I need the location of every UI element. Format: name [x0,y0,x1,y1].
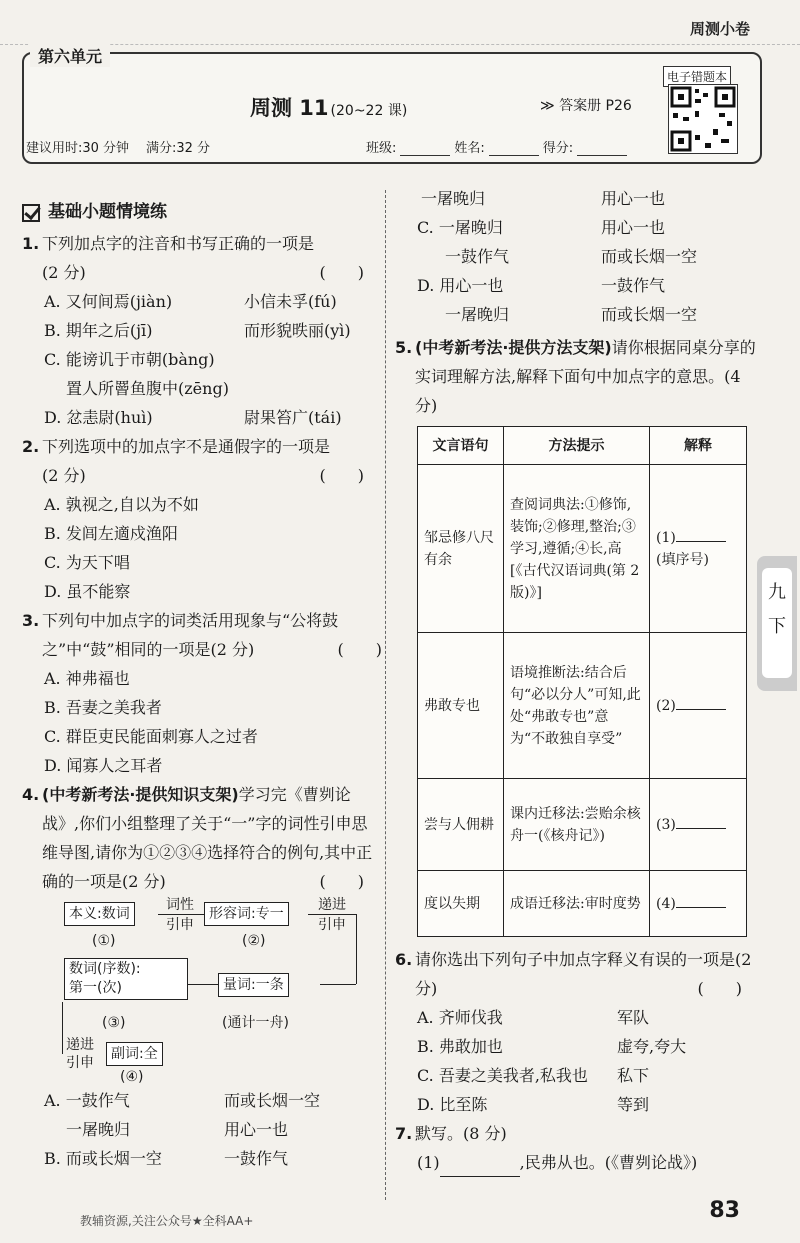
q4-c2: 用心一也 [601,218,666,237]
page-number: 83 [709,1198,740,1223]
mind-arrow-label-1b: 引申 [166,917,194,933]
q1-d1: D. 忿恚尉(huì) [44,408,153,427]
mind-blank-4: (④) [120,1069,144,1085]
row4-method: 成语迁移法:审时度势 [504,871,650,937]
qr-label: 电子错题本 [663,66,731,87]
table-row [418,465,747,633]
answer-ref: ≫ 答案册 P26 [540,98,632,114]
mind-arrow-2 [308,914,356,915]
q4-c4: 而或长烟一空 [601,247,698,266]
q2-answer-blank[interactable]: ( ) [319,466,364,485]
footer-watermark: 教辅资源,关注公众号★全科AA+ [80,1214,254,1228]
mind-box-measure: 量词:一条 [218,973,289,997]
q4-option-b[interactable] [22,1144,382,1173]
q1-option-c[interactable] [22,345,382,374]
row2-method: 语境推断法:结合后句“必以分人”可知,此处“弗敢专也”意为“不敢独自享受” [504,633,650,779]
q2-option-a[interactable]: A. 孰视之,自以为不如 [44,495,199,514]
q1-c1: C. 能谤讥于市朝(bàng) [44,350,215,369]
name-label: 姓名: [454,141,485,156]
mind-arrow-1 [158,914,204,915]
mind-box-adjective: 形容词:专一 [204,902,289,926]
question-4 [22,780,382,896]
row2-sentence: 弗敢专也 [418,633,504,779]
column-divider [385,190,386,1200]
mind-ordinal-line2: 第一(次) [69,980,122,996]
mind-line-4 [62,1002,63,1054]
mind-blank-1: (①) [92,933,116,949]
q6-a2: 军队 [617,1008,650,1027]
q6-answer-blank[interactable]: ( ) [697,979,742,998]
q7-l1-text: ,民弗从也。(《曹刿论战》) [519,1153,698,1172]
q1-stem: 下列加点字的注音和书写正确的一项是 [42,234,315,253]
q6-a1: A. 齐师伐我 [417,1008,503,1027]
mind-note: (通计一舟) [222,1015,289,1031]
q6-number: 6. [395,950,413,969]
q7-line-1 [395,1148,760,1177]
row1-label: (1) [656,529,676,546]
question-3 [22,606,382,664]
q1-option-d[interactable] [22,403,382,432]
q1-c2: 置人所罾鱼腹中(zēng) [66,379,229,398]
mind-box-adverb: 副词:全 [106,1042,163,1066]
header-sentence: 文言语句 [418,427,504,465]
row1-method: 查阅词典法:①修饰,装饰;②修理,整治;③学习,遵循;④长,高[《古代汉语词典(第 2 版)》] [504,465,650,633]
row1-hint: (填序号) [656,551,709,568]
q4-c3: 一鼓作气 [445,247,510,266]
q4-d4: 而或长烟一空 [601,305,698,324]
header-explain: 解释 [650,427,747,465]
q3-number: 3. [22,611,40,630]
q1-a1: A. 又何间焉(jiàn) [44,292,173,311]
q4-b4: 用心一也 [601,189,666,208]
question-1 [22,229,382,287]
q2-points: (2 分) [42,466,86,485]
mind-line-2 [356,914,357,984]
question-7 [395,1119,760,1148]
q2-option-c[interactable]: C. 为天下唱 [44,553,130,572]
row3-answer[interactable] [650,779,747,871]
question-2 [22,432,382,490]
q3-answer-blank[interactable]: ( ) [337,640,382,659]
q1-option-a[interactable] [22,287,382,316]
q6-d1: D. 比至陈 [417,1095,488,1114]
section-title-text: 基础小题情境练 [48,202,167,222]
mind-arrow-label-1: 词性 [166,897,194,913]
q1-a2: 小信未孚(fú) [244,292,337,311]
score-label: 得分: [542,141,574,156]
q6-option-a[interactable] [395,1003,760,1032]
checkbox-icon [22,204,40,222]
mind-arrow-label-3b: 引申 [66,1055,94,1071]
q1-b2: 而形貌昳丽(yì) [244,321,351,340]
q6-stem: 请你选出下列句子中加点字释义有误的一项是(2 分) [415,950,752,998]
qr-code[interactable] [668,84,738,154]
method-table [417,426,747,937]
row3-blank[interactable] [676,828,726,829]
mind-box-original: 本义:数词 [64,902,135,926]
row3-sentence: 尝与人佣耕 [418,779,504,871]
test-range: (20~22 课) [330,103,408,119]
table-row [418,871,747,937]
q6-c2: 私下 [617,1066,650,1085]
q5-number: 5. [395,338,413,357]
row4-sentence: 度以失期 [418,871,504,937]
qr-pattern [669,85,737,153]
row1-blank[interactable] [676,541,726,542]
side-tab-grade: 九 [768,582,786,603]
right-column [395,184,760,1177]
row2-label: (2) [656,697,676,714]
q1-number: 1. [22,234,40,253]
q4-option-c[interactable] [395,213,760,242]
q7-l1-label: (1) [417,1153,440,1172]
q4-a4: 用心一也 [224,1120,289,1139]
mind-arrow-label-3: 递进 [66,1037,94,1053]
question-6 [395,945,760,1003]
class-field[interactable] [400,137,450,156]
q4-option-c-row2 [395,242,760,271]
side-tab [757,556,797,691]
q1-option-b[interactable] [22,316,382,345]
row1-answer[interactable] [650,465,747,633]
row1-sentence: 邹忌修八尺有余 [418,465,504,633]
table-row [418,779,747,871]
row3-method: 课内迁移法:尝贻余核舟一(《核舟记》) [504,779,650,871]
q4-a3: 一屠晚归 [66,1120,131,1139]
q4-d1: D. 用心一也 [417,276,504,295]
q6-option-b[interactable] [395,1032,760,1061]
q4-number: 4. [22,785,40,804]
q4-d3: 一屠晚归 [445,305,510,324]
side-tab-term: 下 [768,616,786,637]
row2-answer[interactable] [650,633,747,779]
q6-c1: C. 吾妻之美我者,私我也 [417,1066,588,1085]
q7-number: 7. [395,1124,413,1143]
row4-label: (4) [656,895,676,912]
q4-option-a-row2 [22,1115,382,1144]
q2-number: 2. [22,437,40,456]
q3-option-b[interactable]: B. 吾妻之美我者 [44,698,162,717]
q6-option-d[interactable] [395,1090,760,1119]
q4-tag: (中考新考法·提供知识支架) [42,785,239,804]
question-5 [395,333,760,420]
q4-a2: 而或长烟一空 [224,1091,321,1110]
header-method: 方法提示 [504,427,650,465]
q4-answer-blank[interactable]: ( ) [319,872,364,891]
side-tab-inner [762,568,792,678]
mind-arrow-label-2b: 引申 [318,917,346,933]
q2-stem: 下列选项中的加点字不是通假字的一项是 [42,437,331,456]
q1-points: (2 分) [42,263,86,282]
mind-arrow-label-2: 递进 [318,897,346,913]
q4-option-a[interactable] [22,1086,382,1115]
row4-answer[interactable] [650,871,747,937]
class-label: 班级: [366,141,397,156]
test-title [250,92,407,122]
name-field[interactable] [489,137,539,156]
left-column [22,198,382,1173]
q4-a1: A. 一鼓作气 [44,1091,130,1110]
q4-b2: 一鼓作气 [224,1149,289,1168]
q4-option-d[interactable] [395,271,760,300]
q4-b1: B. 而或长烟一空 [44,1149,162,1168]
q6-option-c[interactable] [395,1061,760,1090]
test-title-text: 周测 11 [250,96,329,120]
q4-option-d-row2 [395,300,760,329]
mind-box-ordinal [64,958,188,1000]
q5-stem: 请你根据同桌分享的实词理解方法,解释下面句中加点字的意思。(4 分) [415,338,756,415]
q6-d2: 等到 [617,1095,650,1114]
section-title [22,198,382,227]
time-limit: 建议用时:30 分钟 [26,141,130,156]
mind-blank-2: (②) [242,933,266,949]
row3-label: (3) [656,816,676,833]
score-field[interactable] [577,137,627,156]
corner-label: 周测小卷 [689,20,750,38]
top-divider [0,44,800,45]
q5-tag: (中考新考法·提供方法支架) [415,338,612,357]
q3-option-d[interactable]: D. 闻寡人之耳者 [44,756,163,775]
table-row [418,633,747,779]
q1-b1: B. 期年之后(jī) [44,321,153,340]
mind-map [42,896,382,1086]
row4-blank[interactable] [676,907,726,908]
q4-stem: 学习完《曹刿论战》,你们小组整理了关于“一”字的词性引申思维导图,请你为①②③④选择符合的例句,其中正确的一项是(2 分) [42,785,373,891]
q4-c1: C. 一屠晚归 [417,218,503,237]
mind-arrow-3 [188,984,218,985]
q6-b2: 虚夸,夸大 [617,1037,687,1056]
mind-line-3 [320,984,356,985]
q2-option-d[interactable]: D. 虽不能察 [44,582,131,601]
q6-b1: B. 弗敢加也 [417,1037,503,1056]
q4-d2: 一鼓作气 [601,276,666,295]
mind-blank-3: (③) [102,1015,126,1031]
q4-option-b-row2 [395,184,760,213]
q1-d2: 尉果笞广(tái) [244,408,342,427]
q7-blank-1[interactable] [440,1148,520,1177]
q2-option-b[interactable]: B. 发闾左適戍渔阳 [44,524,178,543]
q7-stem: 默写。(8 分) [415,1124,507,1143]
q4-b3: 一屠晚归 [421,189,486,208]
table-header [418,427,747,465]
q3-option-c[interactable]: C. 群臣吏民能面刺寡人之过者 [44,727,258,746]
q3-option-a[interactable]: A. 神弗福也 [44,669,130,688]
unit-label: 第六单元 [30,44,110,67]
full-score: 满分:32 分 [146,141,211,156]
info-row [26,137,666,156]
q3-stem: 下列句中加点字的词类活用现象与“公将鼓之”中“鼓”相同的一项是(2 分) [42,611,339,659]
row2-blank[interactable] [676,709,726,710]
q1-answer-blank[interactable]: ( ) [319,263,364,282]
mind-ordinal-line1: 数词(序数): [69,961,141,977]
